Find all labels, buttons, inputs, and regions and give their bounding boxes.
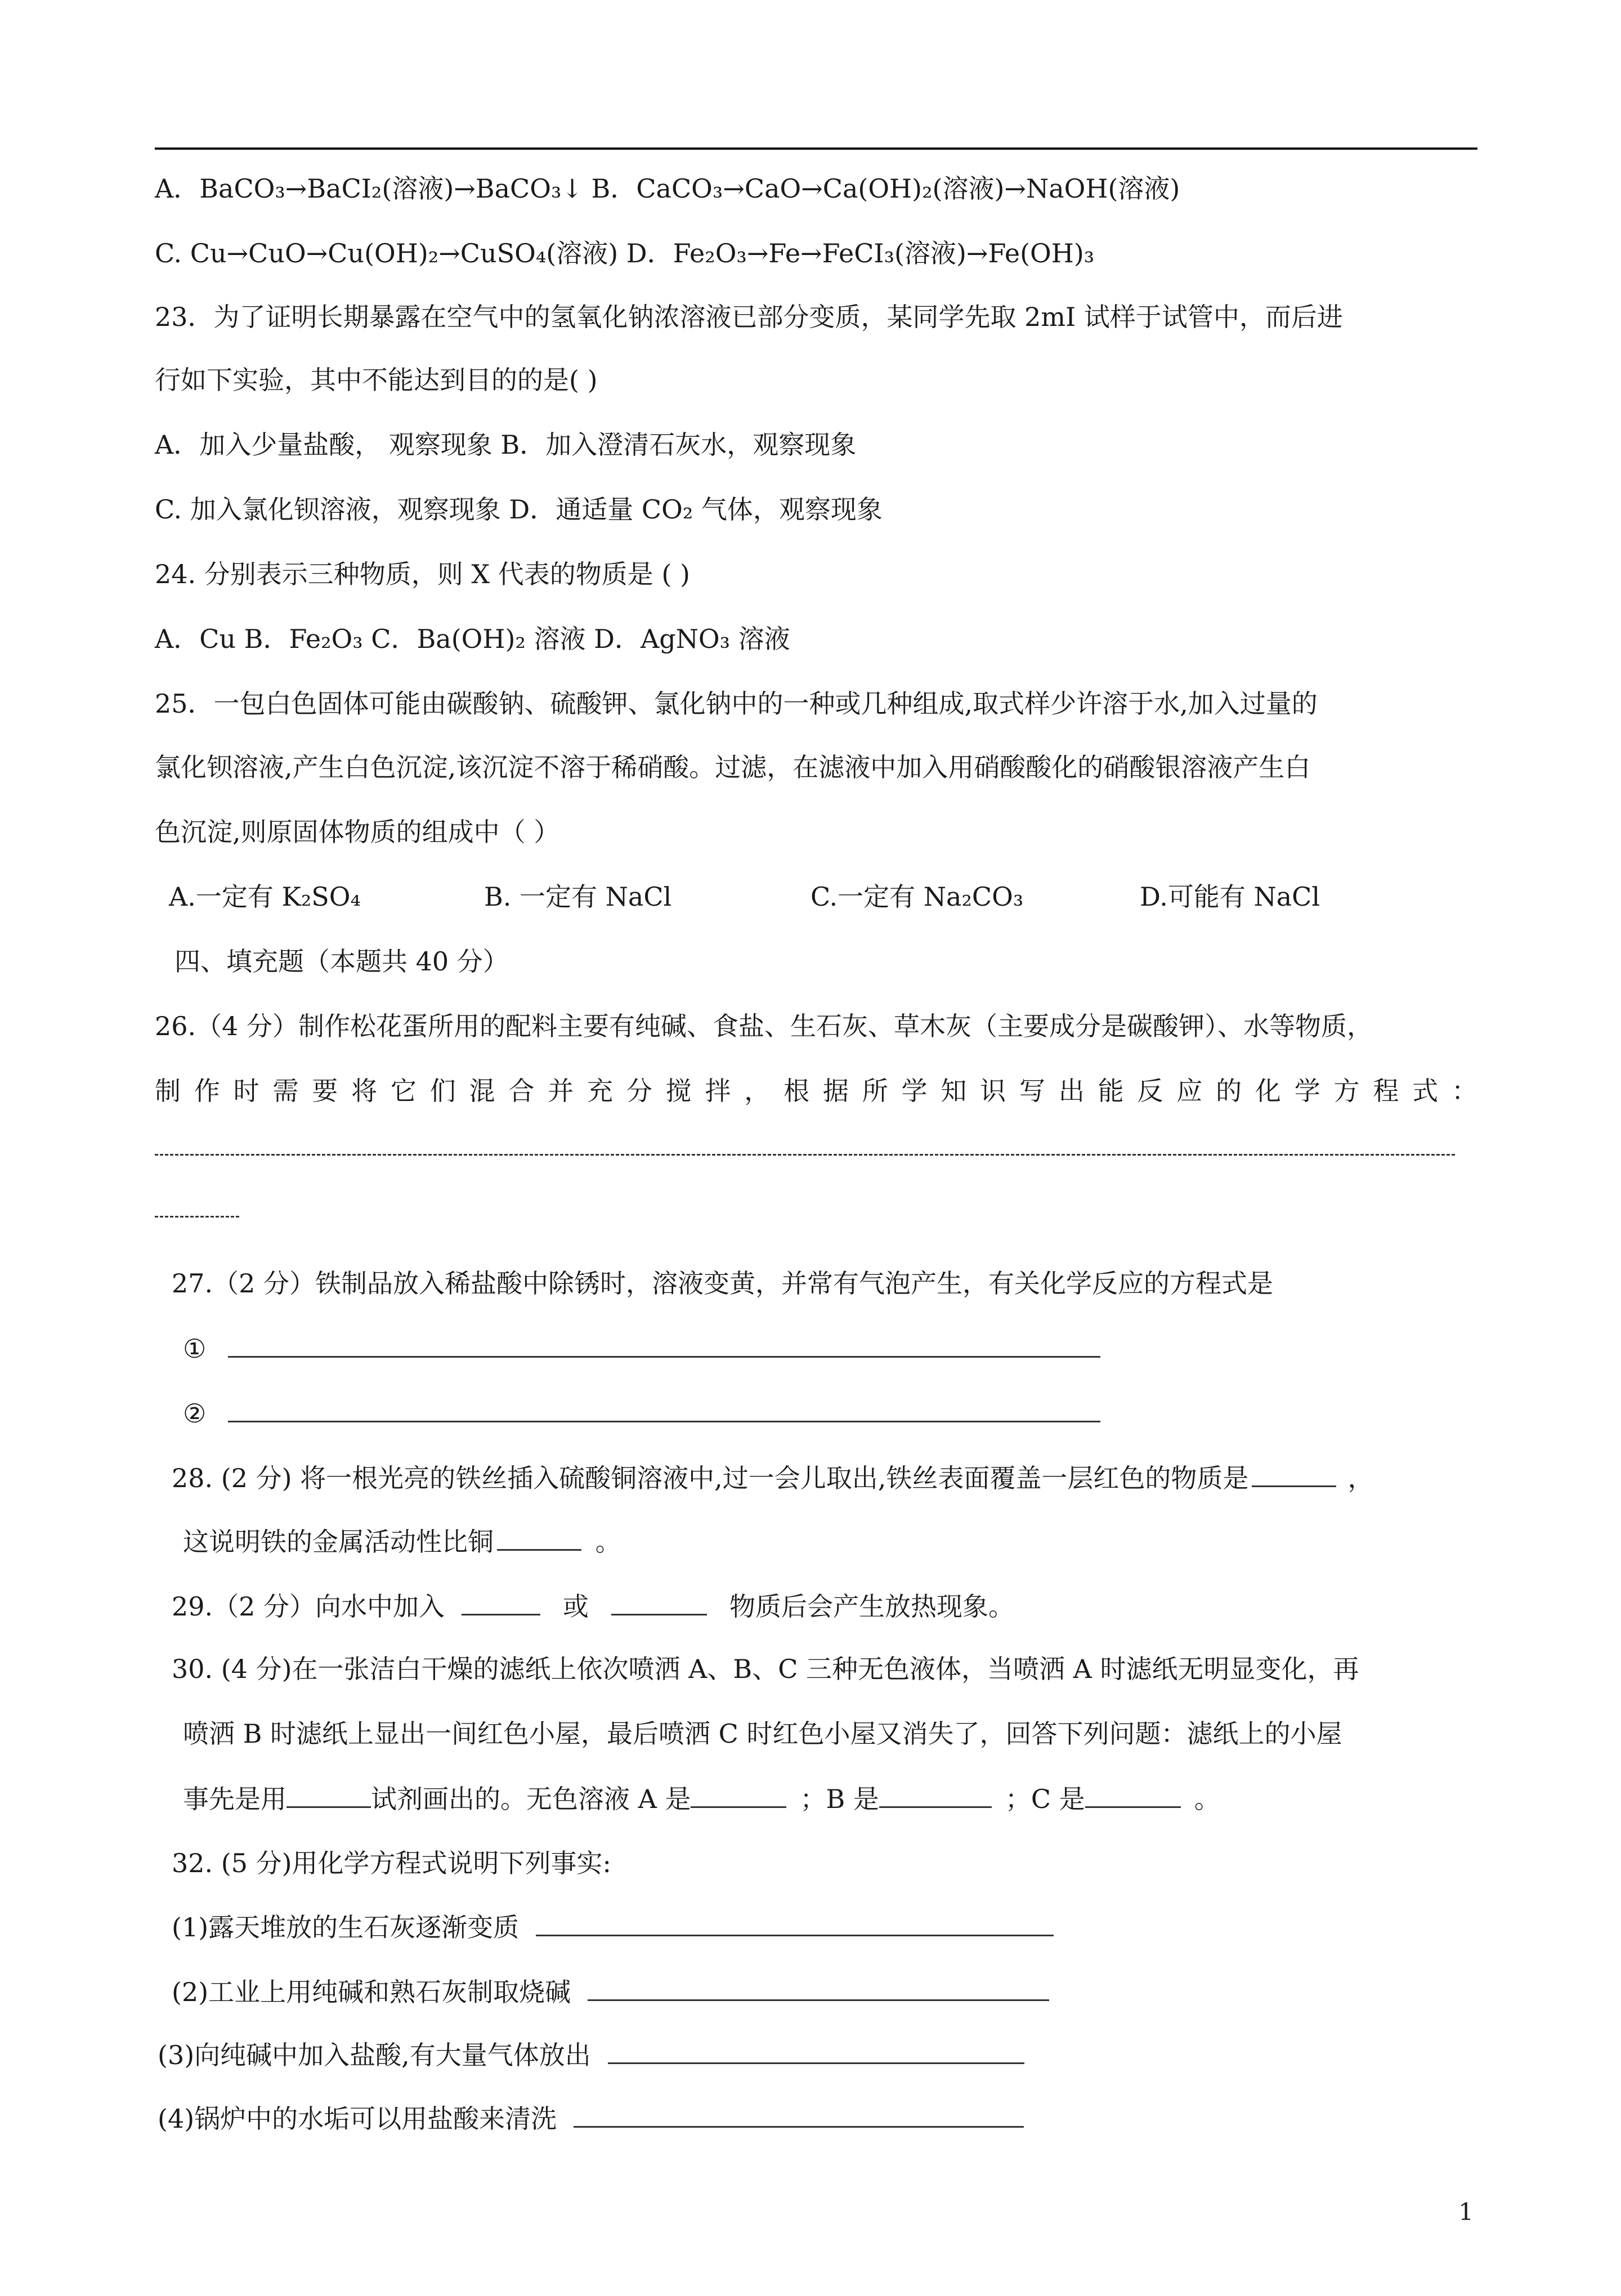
q32-item-3-blank[interactable]: [608, 2038, 1024, 2064]
q26-stem-line2: 制作时需要将它们混合并充分搅拌，根据所学知识写出能反应的化学方程式：: [155, 1076, 1477, 1106]
q27-answer-blank-2[interactable]: [228, 1396, 1100, 1422]
q25-stem-line3: 色沉淀,则原固体物质的组成中（ ）: [155, 817, 560, 847]
q32-item-2: [172, 1975, 1049, 2009]
q27-marker-2: ②: [183, 1398, 207, 1429]
q28-blank-substance[interactable]: [1252, 1461, 1336, 1487]
q30-part4: ；C 是: [1005, 1784, 1085, 1814]
q29-part2: 或: [563, 1591, 589, 1622]
q28-line1: [172, 1461, 1373, 1495]
q28-stem-part2: ，: [1347, 1463, 1374, 1493]
q25-option-b: B. 一定有 NaCl: [484, 881, 672, 912]
q25-option-c: C.一定有 Na₂CO₃: [811, 881, 1024, 912]
q30-part3: ；B 是: [800, 1784, 879, 1814]
q30-stem-line3: [183, 1782, 1220, 1816]
q27-answer-row-2: [183, 1396, 1100, 1430]
q29-part3: 物质后会产生放热现象。: [729, 1591, 1015, 1622]
q32-item-2-label: (2)工业上用纯碱和熟石灰制取烧碱: [172, 1977, 571, 2007]
q29-blank-2[interactable]: [611, 1589, 707, 1615]
q32-item-1-label: (1)露天堆放的生石灰逐渐变质: [172, 1912, 520, 1943]
q25-option-d: D.可能有 NaCl: [1140, 881, 1320, 912]
q30-part1: 事先是用: [183, 1784, 286, 1814]
q32-item-4: [158, 2101, 1024, 2136]
q25-stem-line2: 氯化钡溶液,产生白色沉淀,该沉淀不溶于稀硝酸。过滤，在滤液中加入用硝酸酸化的硝酸银溶液产生白: [155, 752, 1311, 782]
q30-part2: 试剂画出的。无色溶液 A 是: [371, 1784, 691, 1814]
q30-blank-c[interactable]: [1085, 1782, 1181, 1808]
q30-part5: 。: [1194, 1784, 1220, 1814]
q23-options-ab: A．加入少量盐酸， 观察现象 B．加入澄清石灰水，观察现象: [155, 429, 857, 460]
q23-stem-line2: 行如下实验，其中不能达到目的的是( ): [155, 365, 598, 395]
q25-stem-line1: 25．一包白色固体可能由碳酸钠、硫酸钾、氯化钠中的一种或几种组成,取式样少许溶于水,加入过量的: [155, 688, 1318, 719]
q28-stem-part3: 这说明铁的金属活动性比铜: [183, 1527, 494, 1557]
q26-answer-line-cont[interactable]: [155, 1216, 239, 1219]
q30-stem-line1: 30. (4 分)在一张洁白干燥的滤纸上依次喷洒 A、B、C 三种无色液体，当喷洒 A 时滤纸无明显变化，再: [172, 1654, 1359, 1684]
header-rule: [155, 147, 1477, 150]
q28-blank-activity[interactable]: [497, 1524, 581, 1551]
q26-answer-line[interactable]: [155, 1154, 1455, 1157]
q28-stem-part4: 。: [587, 1527, 621, 1557]
q28-line2: [183, 1524, 621, 1559]
q29-part1: 29.（2 分）向水中加入: [172, 1591, 445, 1622]
q32-item-4-blank[interactable]: [574, 2101, 1024, 2128]
q28-stem-part1: 28. (2 分) 将一根光亮的铁丝插入硫酸铜溶液中,过一会儿取出,铁丝表面覆盖一层红色的物质是: [172, 1463, 1249, 1493]
q32-item-4-label: (4)锅炉中的水垢可以用盐酸来清洗: [158, 2103, 557, 2134]
q30-stem-line2: 喷洒 B 时滤纸上显出一间红色小屋，最后喷洒 C 时红色小屋又消失了，回答下列问题：滤纸上的小屋: [183, 1718, 1342, 1749]
q32-item-1: [172, 1910, 1054, 1944]
q29-line: [172, 1589, 1014, 1623]
q30-blank-b[interactable]: [879, 1782, 992, 1808]
q32-stem: 32. (5 分)用化学方程式说明下列事实:: [172, 1848, 612, 1878]
q32-item-3: [158, 2038, 1024, 2072]
q32-item-2-blank[interactable]: [588, 1975, 1049, 2001]
q29-blank-1[interactable]: [462, 1589, 540, 1615]
q23-stem-line1: 23．为了证明长期暴露在空气中的氢氧化钠浓溶液已部分变质，某同学先取 2mI 试样于试管中，而后进: [155, 302, 1343, 332]
q25-option-a: A.一定有 K₂SO₄: [169, 881, 361, 912]
section-title: 四、填充题（本题共 40 分）: [174, 946, 509, 977]
q27-stem: 27.（2 分）铁制品放入稀盐酸中除锈时，溶液变黄，并常有气泡产生，有关化学反应的方程式是: [172, 1268, 1274, 1299]
page-number: 1: [1458, 2198, 1474, 2226]
q27-answer-row-1: [183, 1331, 1100, 1366]
q30-blank-a[interactable]: [691, 1782, 786, 1808]
q27-answer-blank-1[interactable]: [228, 1331, 1100, 1358]
q27-marker-1: ①: [183, 1333, 207, 1364]
q22-options-line2: C. Cu→CuO→Cu(OH)₂→CuSO₄(溶液) D．Fe₂O₃→Fe→FeCI₃(溶液)→Fe(OH)₃: [155, 238, 1095, 268]
q23-options-cd: C. 加入氯化钡溶液，观察现象 D．通适量 CO₂ 气体，观察现象: [155, 494, 883, 525]
q24-options: A．Cu B．Fe₂O₃ C．Ba(OH)₂ 溶液 D．AgNO₃ 溶液: [155, 624, 790, 654]
q22-options-line1: A．BaCO₃→BaCI₂(溶液)→BaCO₃↓ B．CaCO₃→CaO→Ca(OH)₂(溶液)→NaOH(溶液): [155, 173, 1180, 204]
q32-item-1-blank[interactable]: [536, 1910, 1054, 1936]
q26-stem-line1: 26.（4 分）制作松花蛋所用的配料主要有纯碱、食盐、生石灰、草木灰（主要成分是碳酸钾）、水等物质，: [155, 1011, 1373, 1041]
q32-item-3-label: (3)向纯碱中加入盐酸,有大量气体放出: [158, 2040, 591, 2070]
q24-stem: 24. 分别表示三种物质，则 X 代表的物质是 ( ): [155, 559, 690, 589]
q30-blank-reagent[interactable]: [286, 1782, 371, 1808]
